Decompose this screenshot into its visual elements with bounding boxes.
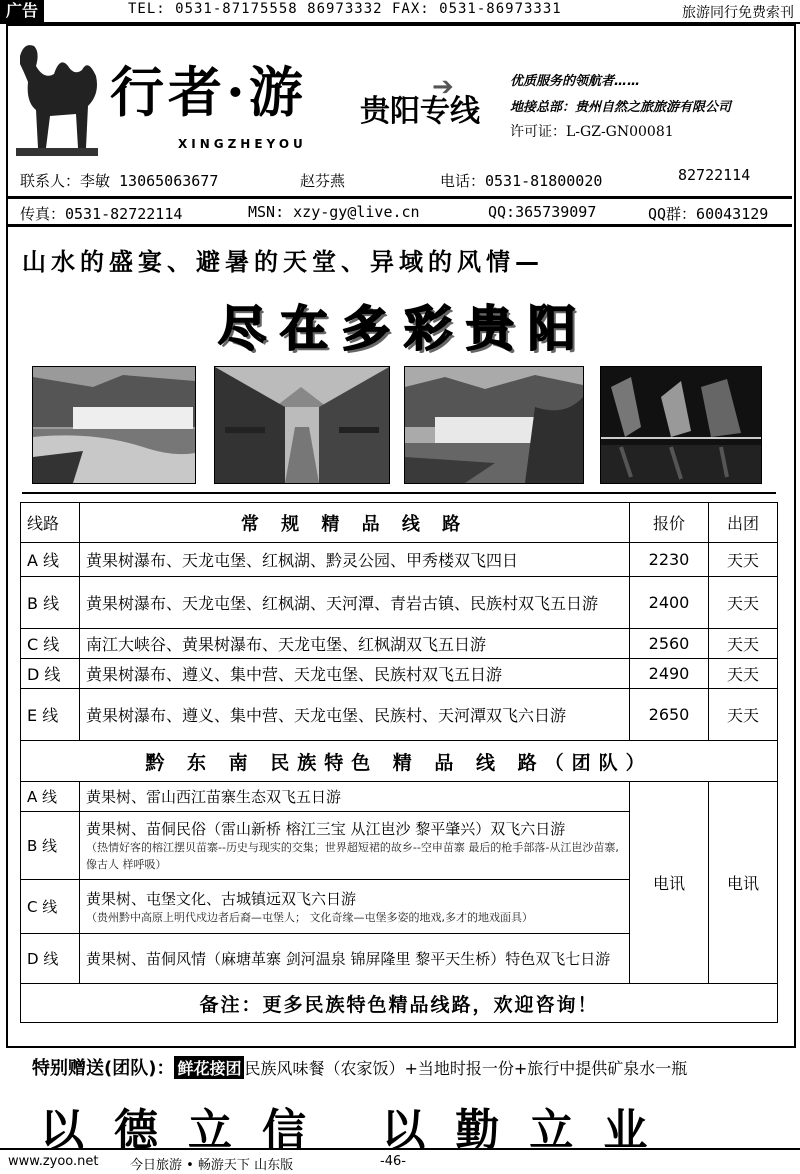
footer-site[interactable]: www.zyoo.net bbox=[8, 1154, 99, 1169]
table-header-row bbox=[21, 503, 778, 543]
route-code: C 线 bbox=[21, 629, 80, 659]
route-desc: 黄果树、屯堡文化、古城镇远双飞六日游 bbox=[86, 889, 357, 908]
gift-rest: 民族风味餐（农家饭）+当地时报一份+旅行中提供矿泉水一瓶 bbox=[244, 1059, 688, 1078]
village-street-photo bbox=[214, 366, 390, 484]
msn: MSN: xzy-gy@live.cn bbox=[248, 203, 420, 221]
divider bbox=[22, 492, 776, 494]
route-depart: 天天 bbox=[709, 543, 778, 577]
table-row bbox=[21, 689, 778, 741]
remark-row bbox=[21, 984, 778, 1023]
ethnic-price: 电讯 bbox=[630, 782, 709, 984]
route-code: D 线 bbox=[21, 659, 80, 689]
page-number: -46- bbox=[380, 1154, 406, 1169]
slogan: 优质服务的领航者…… bbox=[510, 74, 641, 89]
phone-2: 82722114 bbox=[678, 166, 751, 184]
top-contact: TEL: 0531-87175558 86973332 FAX: 0531-86973331 bbox=[128, 1, 562, 17]
headquarters: 地接总部：贵州自然之旅旅游有限公司 bbox=[510, 100, 732, 115]
route-code: C 线 bbox=[21, 880, 80, 934]
route-depart: 天天 bbox=[709, 577, 778, 629]
ethnic-depart: 电讯 bbox=[709, 782, 778, 984]
route-code: D 线 bbox=[21, 934, 80, 984]
brand-pinyin: XINGZHEYOU bbox=[178, 137, 307, 151]
route-price: 2230 bbox=[630, 543, 709, 577]
footer-tagline: 今日旅游 • 畅游天下 山东版 bbox=[130, 1158, 294, 1173]
route-desc: 黄果树瀑布、天龙屯堡、红枫湖、天河潭、青岩古镇、民族村双飞五日游 bbox=[80, 577, 630, 629]
table-row bbox=[21, 629, 778, 659]
falls-valley-photo bbox=[404, 366, 584, 484]
arrow-right-icon: ➔ bbox=[432, 72, 454, 102]
route-desc: 黄果树瀑布、天龙屯堡、红枫湖、黔灵公园、甲秀楼双飞四日 bbox=[80, 543, 630, 577]
remark: 备注：更多民族特色精品线路，欢迎咨询！ bbox=[21, 984, 778, 1023]
route-depart: 天天 bbox=[709, 659, 778, 689]
route-desc-cell bbox=[80, 880, 630, 934]
ethnic-section-title: 黔 东 南 民族特色 精 品 线 路（团队） bbox=[21, 741, 778, 782]
route-note: （贵州黔中高原上明代戍边者后裔—屯堡人； 文化奇缘—屯堡多姿的地戏,多才的地戏面具） bbox=[86, 910, 533, 924]
col-title-header: 常 规 精 品 线 路 bbox=[80, 503, 630, 543]
route-desc: 南江大峡谷、黄果树瀑布、天龙屯堡、红枫湖双飞五日游 bbox=[80, 629, 630, 659]
route-desc: 黄果树瀑布、遵义、集中营、天龙屯堡、民族村、天河潭双飞六日游 bbox=[80, 689, 630, 741]
gift-label: 特别赠送(团队)： bbox=[32, 1058, 175, 1079]
ad-tag: 广告 bbox=[0, 0, 44, 22]
route-desc-cell bbox=[80, 812, 630, 880]
route-desc: 黄果树、苗侗民俗（雷山新桥 榕江三宝 从江岜沙 黎平肇兴）双飞六日游 bbox=[86, 820, 566, 838]
routes-table bbox=[20, 502, 778, 1023]
route-price: 2490 bbox=[630, 659, 709, 689]
route-code: B 线 bbox=[21, 812, 80, 880]
route-desc: 黄果树、苗侗风情（麻塘革寨 剑河温泉 锦屏隆里 黎平天生桥）特色双飞七日游 bbox=[80, 934, 630, 984]
karst-cave-photo bbox=[600, 366, 762, 484]
contact-person: 联系人：李敏 13065063677 bbox=[20, 172, 219, 190]
route-desc: 黄果树、雷山西江苗寨生态双飞五日游 bbox=[80, 782, 630, 812]
route-desc: 黄果树瀑布、遵义、集中营、天龙屯堡、民族村双飞五日游 bbox=[80, 659, 630, 689]
table-row bbox=[21, 577, 778, 629]
phone: 电话：0531-81800020 bbox=[440, 172, 603, 190]
camel-logo-icon bbox=[10, 36, 102, 158]
section-header-row bbox=[21, 741, 778, 782]
route-depart: 天天 bbox=[709, 689, 778, 741]
route-code: A 线 bbox=[21, 543, 80, 577]
contact-person-2: 赵芬燕 bbox=[300, 172, 346, 190]
license: 许可证：L-GZ-GN00081 bbox=[510, 124, 674, 140]
route-price: 2400 bbox=[630, 577, 709, 629]
route-note: （热情好客的榕江摆贝苗寨--历史与现实的交集；世界超短裙的故乡--空申苗寨 最后的枪手部落-从江岜沙苗寨,像古人 样呼吸） bbox=[86, 841, 619, 871]
route-price: 2560 bbox=[630, 629, 709, 659]
route-code: B 线 bbox=[21, 577, 80, 629]
route-code: A 线 bbox=[21, 782, 80, 812]
brand-line: 贵阳专线 bbox=[360, 94, 480, 129]
table-row bbox=[21, 543, 778, 577]
waterfall-photo bbox=[32, 366, 196, 484]
footer bbox=[0, 1148, 800, 1174]
table-row bbox=[21, 782, 778, 812]
gift-highlight: 鲜花接团 bbox=[174, 1056, 244, 1079]
headline: 山水的盛宴、避暑的天堂、异域的风情— bbox=[22, 248, 544, 276]
route-code: E 线 bbox=[21, 689, 80, 741]
col-depart-header: 出团 bbox=[709, 503, 778, 543]
route-price: 2650 bbox=[630, 689, 709, 741]
motto: 以德立信 以勤立业 bbox=[40, 1105, 678, 1156]
route-depart: 天天 bbox=[709, 629, 778, 659]
divider bbox=[8, 224, 792, 227]
brand-name: 行者·游 bbox=[110, 60, 307, 124]
big-title: 尽在多彩贵阳 bbox=[218, 301, 591, 357]
qq: QQ:365739097 bbox=[488, 203, 597, 221]
gift-line bbox=[32, 1054, 687, 1080]
col-price-header: 报价 bbox=[630, 503, 709, 543]
fax: 传真：0531-82722114 bbox=[20, 205, 183, 223]
qq-group: QQ群：60043129 bbox=[648, 205, 769, 223]
publication-tag: 旅游同行免费索刊 bbox=[682, 5, 794, 21]
col-route-header: 线路 bbox=[21, 503, 80, 543]
divider bbox=[8, 196, 792, 199]
table-row bbox=[21, 659, 778, 689]
